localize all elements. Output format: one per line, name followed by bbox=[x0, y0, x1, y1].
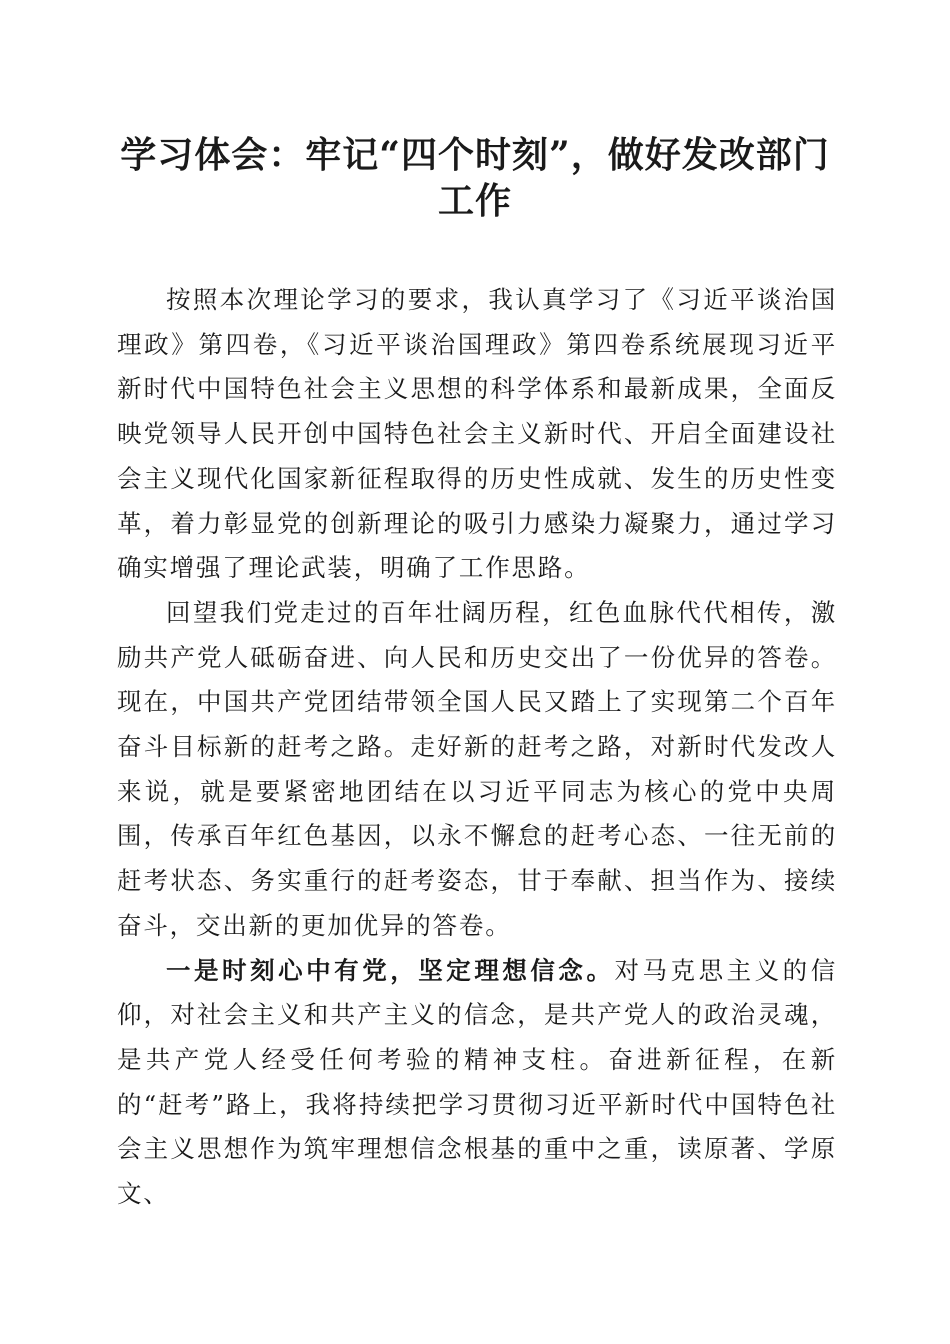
paragraph-1 bbox=[117, 278, 837, 591]
paragraph-2-text: 回望我们党走过的百年壮阔历程，红色血脉代代相传，激励共产党人砥砺奋进、向人民和历史交出了一份优异的答卷。现在，中国共产党团结带领全国人民又踏上了实现第二个百年奋斗目标新的赶考之路。走好新的赶考之路，对新时代发改人来说，就是要紧密地团结在以习近平同志为核心的党中央周围，传承百年红色基因，以永不懈怠的赶考心态、一往无前的赶考状态、务实重行的赶考姿态，甘于奉献、担当作为、接续奋斗，交出新的更加优异的答卷。 bbox=[117, 597, 837, 940]
paragraph-3 bbox=[117, 949, 837, 1217]
document-body bbox=[117, 278, 837, 1217]
title-line-1: 学习体会：牢记“四个时刻”，做好发改部门 bbox=[120, 134, 830, 176]
paragraph-3-text: 对马克思主义的信仰，对社会主义和共产主义的信念，是共产党人的政治灵魂，是共产党人经受任何考验的精神支柱。奋进新征程，在新的“赶考”路上，我将持续把学习贯彻习近平新时代中国特色社会主义思想作为筑牢理想信念根基的重中之重，读原著、学原文、 bbox=[117, 955, 837, 1209]
paragraph-2 bbox=[117, 591, 837, 949]
paragraph-3-lead: 一是时刻心中有党，坚定理想信念。 bbox=[166, 955, 615, 985]
title-line-2: 工作 bbox=[437, 180, 512, 222]
paragraph-1-text: 按照本次理论学习的要求，我认真学习了《习近平谈治国理政》第四卷，《习近平谈治国理政》第四卷系统展现习近平新时代中国特色社会主义思想的科学体系和最新成果，全面反映党领导人民开创中国特色社会主义新时代、开启全面建设社会主义现代化国家新征程取得的历史性成就、发生的历史性变革，着力彰显党的创新理论的吸引力感染力凝聚力，通过学习确实增强了理论武装，明确了工作思路。 bbox=[117, 285, 837, 583]
document-title bbox=[110, 132, 840, 224]
